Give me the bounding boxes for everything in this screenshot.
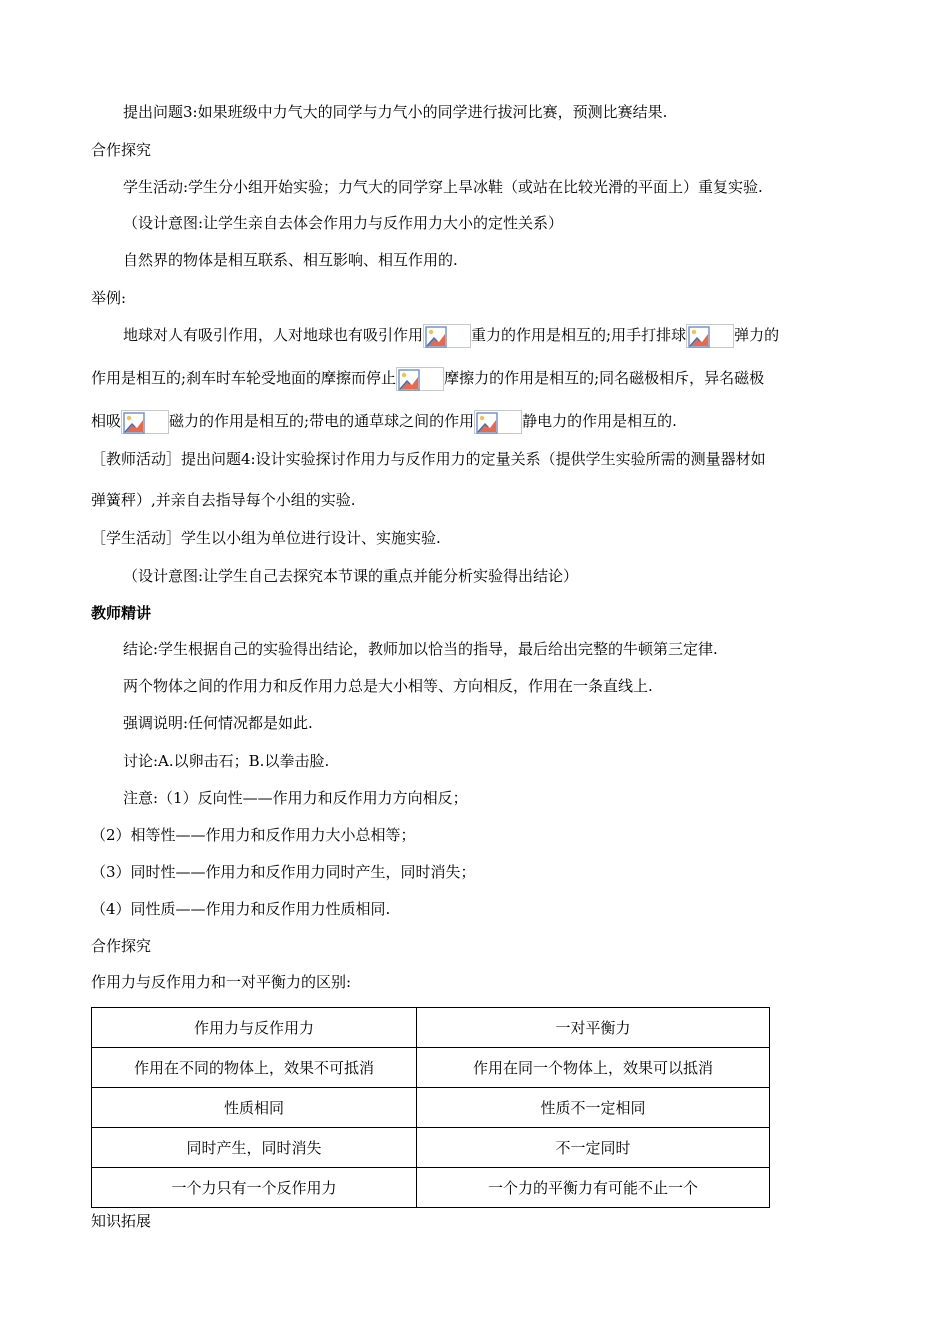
table-cell: 同时产生，同时消失: [92, 1128, 417, 1168]
paragraph: （4）同性质——作用力和反作用力性质相同.: [91, 900, 391, 918]
broken-image-icon: [686, 324, 734, 348]
table-cell: 一个力只有一个反作用力: [92, 1168, 417, 1208]
table-cell: 性质相同: [92, 1088, 417, 1128]
table-cell: 一对平衡力: [417, 1008, 770, 1048]
paragraph: 注意:（1）反向性——作用力和反作用力方向相反；: [123, 789, 468, 807]
broken-image-icon: [474, 410, 522, 434]
text-run: 相吸: [91, 412, 122, 430]
paragraph: ［教师活动］提出问题4:设计实验探讨作用力与反作用力的定量关系（提供学生实验所需的测量器材如: [91, 450, 766, 468]
paragraph: （2）相等性——作用力和反作用力大小总相等；: [91, 826, 416, 844]
table-cell: 作用力与反作用力: [92, 1008, 417, 1048]
paragraph: 讨论:A.以卵击石；B.以拳击脸.: [123, 752, 330, 770]
text-run: 重力的作用是相互的;用手打排球: [471, 326, 687, 344]
text-run: 摩擦力的作用是相互的;同名磁极相斥，异名磁极: [444, 369, 765, 387]
paragraph: 学生活动:学生分小组开始实验；力气大的同学穿上旱冰鞋（或站在比较光滑的平面上）重复实验.: [123, 178, 763, 196]
paragraph: [123, 323, 779, 348]
table-row: [92, 1008, 770, 1048]
section-heading: 举例:: [91, 289, 127, 307]
comparison-table: [91, 1007, 770, 1208]
broken-image-icon: [423, 324, 471, 348]
paragraph: 自然界的物体是相互联系、相互影响、相互作用的.: [123, 251, 458, 269]
broken-image-icon: [396, 367, 444, 391]
table-cell: 作用在同一个物体上，效果可以抵消: [417, 1048, 770, 1088]
text-run: 磁力的作用是相互的;带电的通草球之间的作用: [169, 412, 475, 430]
paragraph: 强调说明:任何情况都是如此.: [123, 714, 313, 732]
table-row: [92, 1088, 770, 1128]
paragraph: [91, 409, 677, 434]
text-run: 弹力的: [734, 326, 780, 344]
paragraph: （3）同时性——作用力和反作用力同时产生，同时消失；: [91, 863, 476, 881]
paragraph: 结论:学生根据自己的实验得出结论，教师加以恰当的指导，最后给出完整的牛顿第三定律.: [123, 640, 718, 658]
table-cell: 不一定同时: [417, 1128, 770, 1168]
text-run: 作用是相互的;刹车时车轮受地面的摩擦而停止: [91, 369, 397, 387]
table-row: [92, 1048, 770, 1088]
paragraph: 两个物体之间的作用力和反作用力总是大小相等、方向相反，作用在一条直线上.: [123, 677, 653, 695]
section-heading: 合作探究: [91, 937, 152, 955]
text-run: 地球对人有吸引作用，人对地球也有吸引作用: [123, 326, 424, 344]
paragraph: 提出问题3:如果班级中力气大的同学与力气小的同学进行拔河比赛，预测比赛结果.: [123, 103, 668, 121]
table-cell: 作用在不同的物体上，效果不可抵消: [92, 1048, 417, 1088]
section-heading: 知识拓展: [91, 1212, 152, 1230]
text-run: 静电力的作用是相互的.: [522, 412, 677, 430]
paragraph: （设计意图:让学生自己去探究本节课的重点并能分析实验得出结论）: [123, 567, 579, 585]
table-cell: 性质不一定相同: [417, 1088, 770, 1128]
section-heading: 合作探究: [91, 141, 152, 159]
table-cell: 一个力的平衡力有可能不止一个: [417, 1168, 770, 1208]
paragraph: （设计意图:让学生亲自去体会作用力与反作用力大小的定性关系）: [123, 214, 564, 232]
section-heading: 教师精讲: [91, 604, 152, 622]
table-row: [92, 1128, 770, 1168]
table-row: [92, 1168, 770, 1208]
paragraph: ［学生活动］学生以小组为单位进行设计、实施实验.: [91, 529, 441, 547]
paragraph: [91, 366, 764, 391]
paragraph: 弹簧秤）,并亲自去指导每个小组的实验.: [91, 491, 356, 509]
paragraph: 作用力与反作用力和一对平衡力的区别:: [91, 973, 352, 991]
broken-image-icon: [121, 410, 169, 434]
